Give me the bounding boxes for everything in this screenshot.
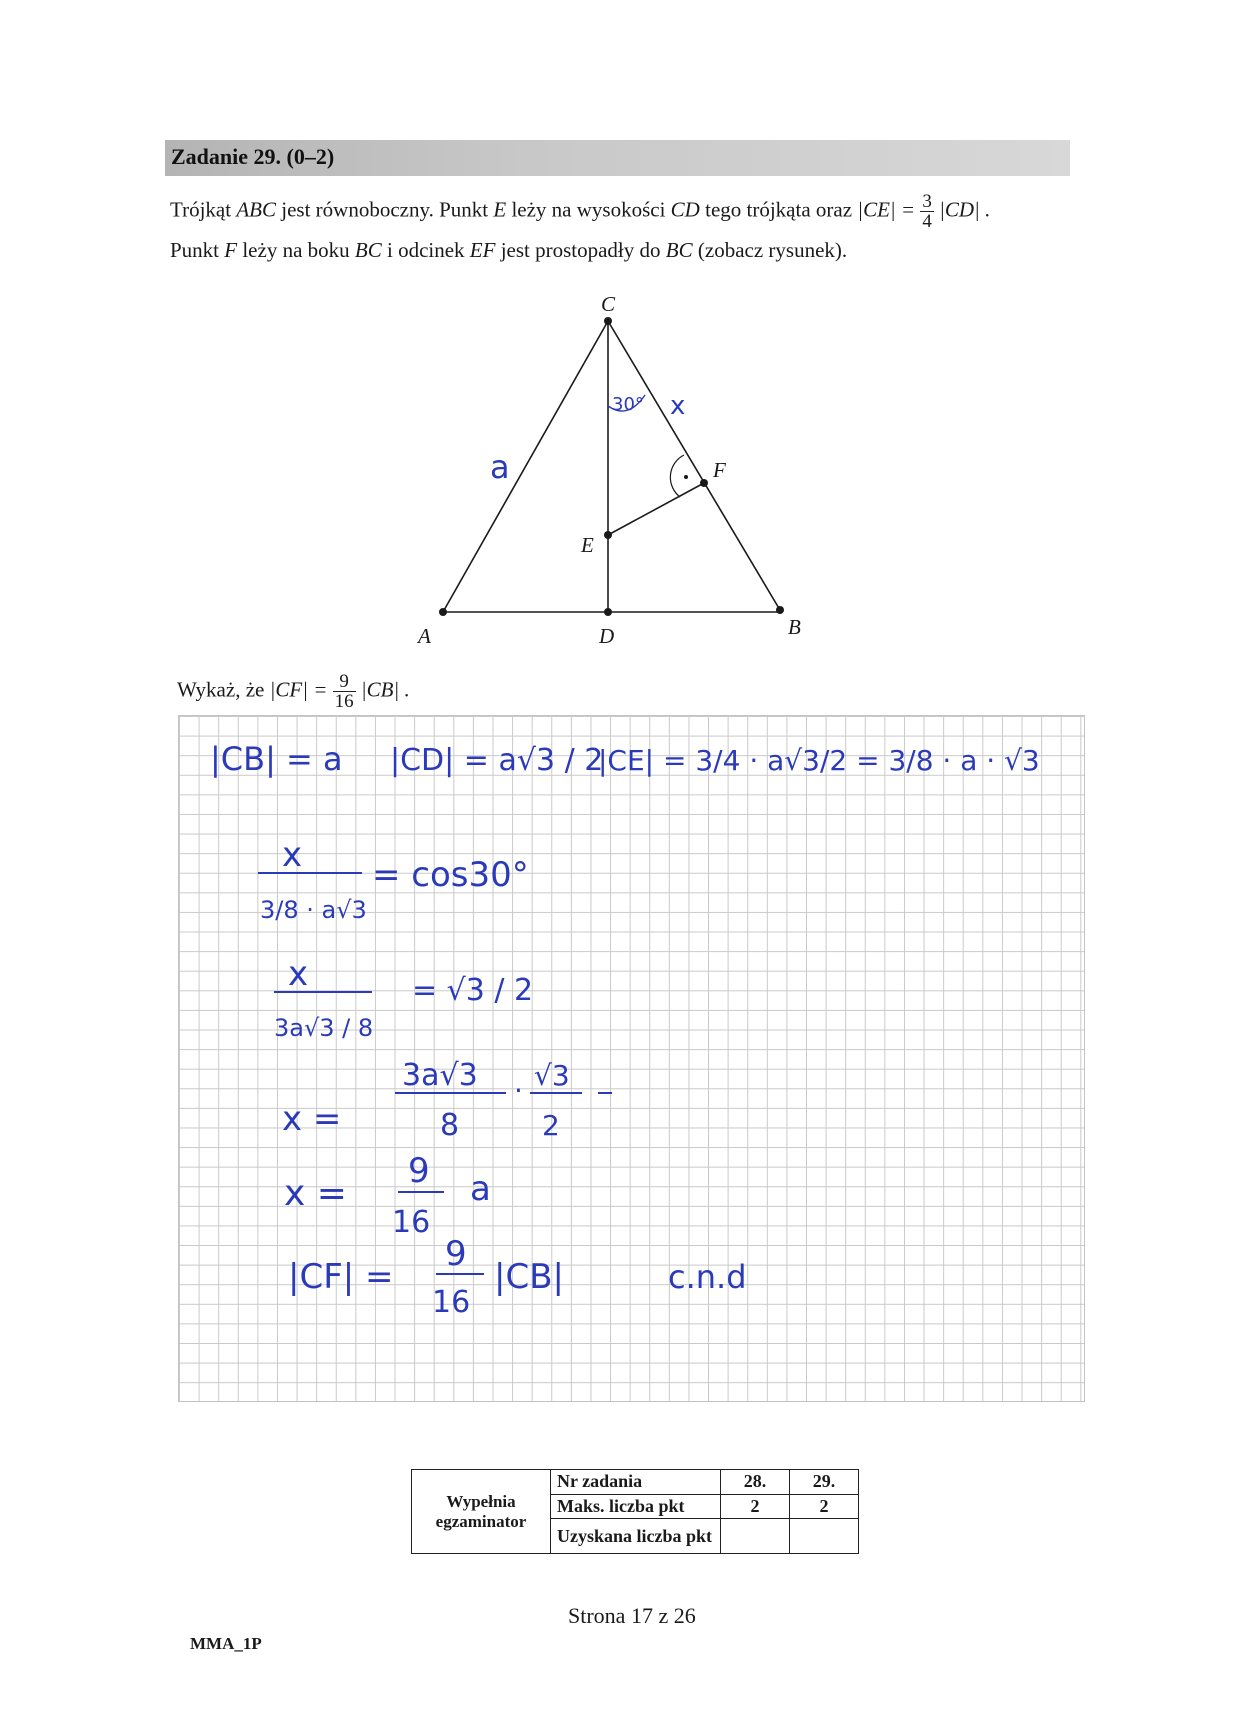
hand-eq2-den: 3a√3 / 8 (274, 1014, 374, 1042)
label-b: B (788, 615, 801, 639)
hand-eq5-num: 9 (445, 1234, 467, 1274)
hand-side-a: a (490, 448, 510, 486)
text-fragment: Punkt (170, 238, 225, 262)
label-d: D (599, 624, 615, 648)
hand-eq5-cf: |CF| = (288, 1257, 394, 1297)
math-abc: ABC (236, 197, 276, 222)
hand-eq1-den: 3/8 · a√3 (260, 896, 367, 924)
task-29-max: 2 (790, 1494, 859, 1519)
fraction-num: 9 (333, 672, 356, 692)
text-fragment: Trójkąt (170, 197, 237, 222)
hand-eq5-den: 16 (432, 1285, 471, 1320)
score-table (411, 1469, 859, 1554)
hand-eq3-den: 8 (440, 1108, 460, 1143)
hand-eq3-num2: √3 (534, 1059, 570, 1092)
text-fragment: leży na wysokości (506, 197, 671, 222)
task-29-obtained[interactable] (790, 1519, 859, 1554)
fraction-num: 3 (922, 191, 932, 212)
math-ef: EF (469, 238, 496, 262)
text-fragment: tego trójkąta oraz (699, 197, 858, 222)
math-cd: CD (670, 197, 700, 222)
math-cf: |CF| = (269, 677, 333, 702)
math-e: E (493, 197, 507, 222)
math-f: F (224, 238, 238, 262)
hand-eq4-x: x = (284, 1173, 347, 1214)
hand-segment-x: x (670, 391, 686, 421)
hand-eq2-num: x (288, 954, 309, 994)
row-label-max: Maks. liczba pkt (551, 1494, 721, 1519)
hand-eq5-cnd: c.n.d (668, 1258, 747, 1296)
math-cb-abs: |CB| . (360, 677, 410, 702)
text-fragment: jest równoboczny. Punkt (276, 197, 494, 222)
label-a: A (418, 624, 431, 648)
label-e: E (581, 533, 594, 557)
row-label-task-nr: Nr zadania (551, 1470, 721, 1495)
math-bc: BC (354, 238, 382, 262)
fraction-den: 4 (922, 211, 932, 232)
page-number: Strona 17 z 26 (568, 1603, 696, 1628)
hand-eq4-a: a (470, 1169, 491, 1209)
text-fragment: i odcinek (381, 238, 470, 262)
math-ce: |CE| = (857, 197, 921, 222)
task-28-header: 28. (721, 1470, 790, 1495)
task-29-header: 29. (790, 1470, 859, 1495)
task-28-max: 2 (721, 1494, 790, 1519)
hand-angle-30: 30° (612, 394, 644, 415)
hand-eq2-rhs: = √3 / 2 (412, 973, 534, 1008)
task-28-obtained[interactable] (721, 1519, 790, 1554)
hand-eq3-den2: 2 (542, 1109, 560, 1142)
hand-row1-ce: |CE| = 3/4 · a√3/2 = 3/8 · a · √3 (598, 744, 1040, 777)
row-label-obtained: Uzyskana liczba pkt (551, 1519, 721, 1554)
hand-eq1-num: x (282, 835, 303, 875)
label-c: C (601, 292, 616, 316)
hand-eq5-cb: |CB| (494, 1257, 564, 1297)
label-f: F (713, 458, 726, 482)
hand-eq3-num: 3a√3 (402, 1058, 478, 1093)
math-bc: BC (665, 238, 693, 262)
hand-row1-cb: |CB| = a (210, 740, 343, 778)
fraction-den: 16 (334, 691, 354, 712)
hand-eq3-x: x = (282, 1099, 342, 1139)
text-fragment: (zobacz rysunek). (692, 238, 848, 262)
hand-eq3-mul: · (514, 1074, 523, 1107)
hand-row1-cd: |CD| = a√3 / 2 (390, 743, 604, 778)
hand-eq4-num: 9 (408, 1151, 430, 1191)
hand-eq4-den: 16 (392, 1205, 431, 1240)
filler-label: Wypełnia egzaminator (412, 1470, 551, 1554)
text-fragment: jest prostopadły do (495, 238, 666, 262)
text-fragment: Wykaż, że (177, 677, 270, 702)
hand-eq1-rhs: = cos30° (372, 855, 529, 895)
text-fragment: leży na boku (237, 238, 355, 262)
task-title: Zadanie 29. (0–2) (171, 144, 335, 169)
exam-code: MMA_1P (190, 1634, 262, 1653)
math-cd-abs: |CD| . (939, 197, 991, 222)
